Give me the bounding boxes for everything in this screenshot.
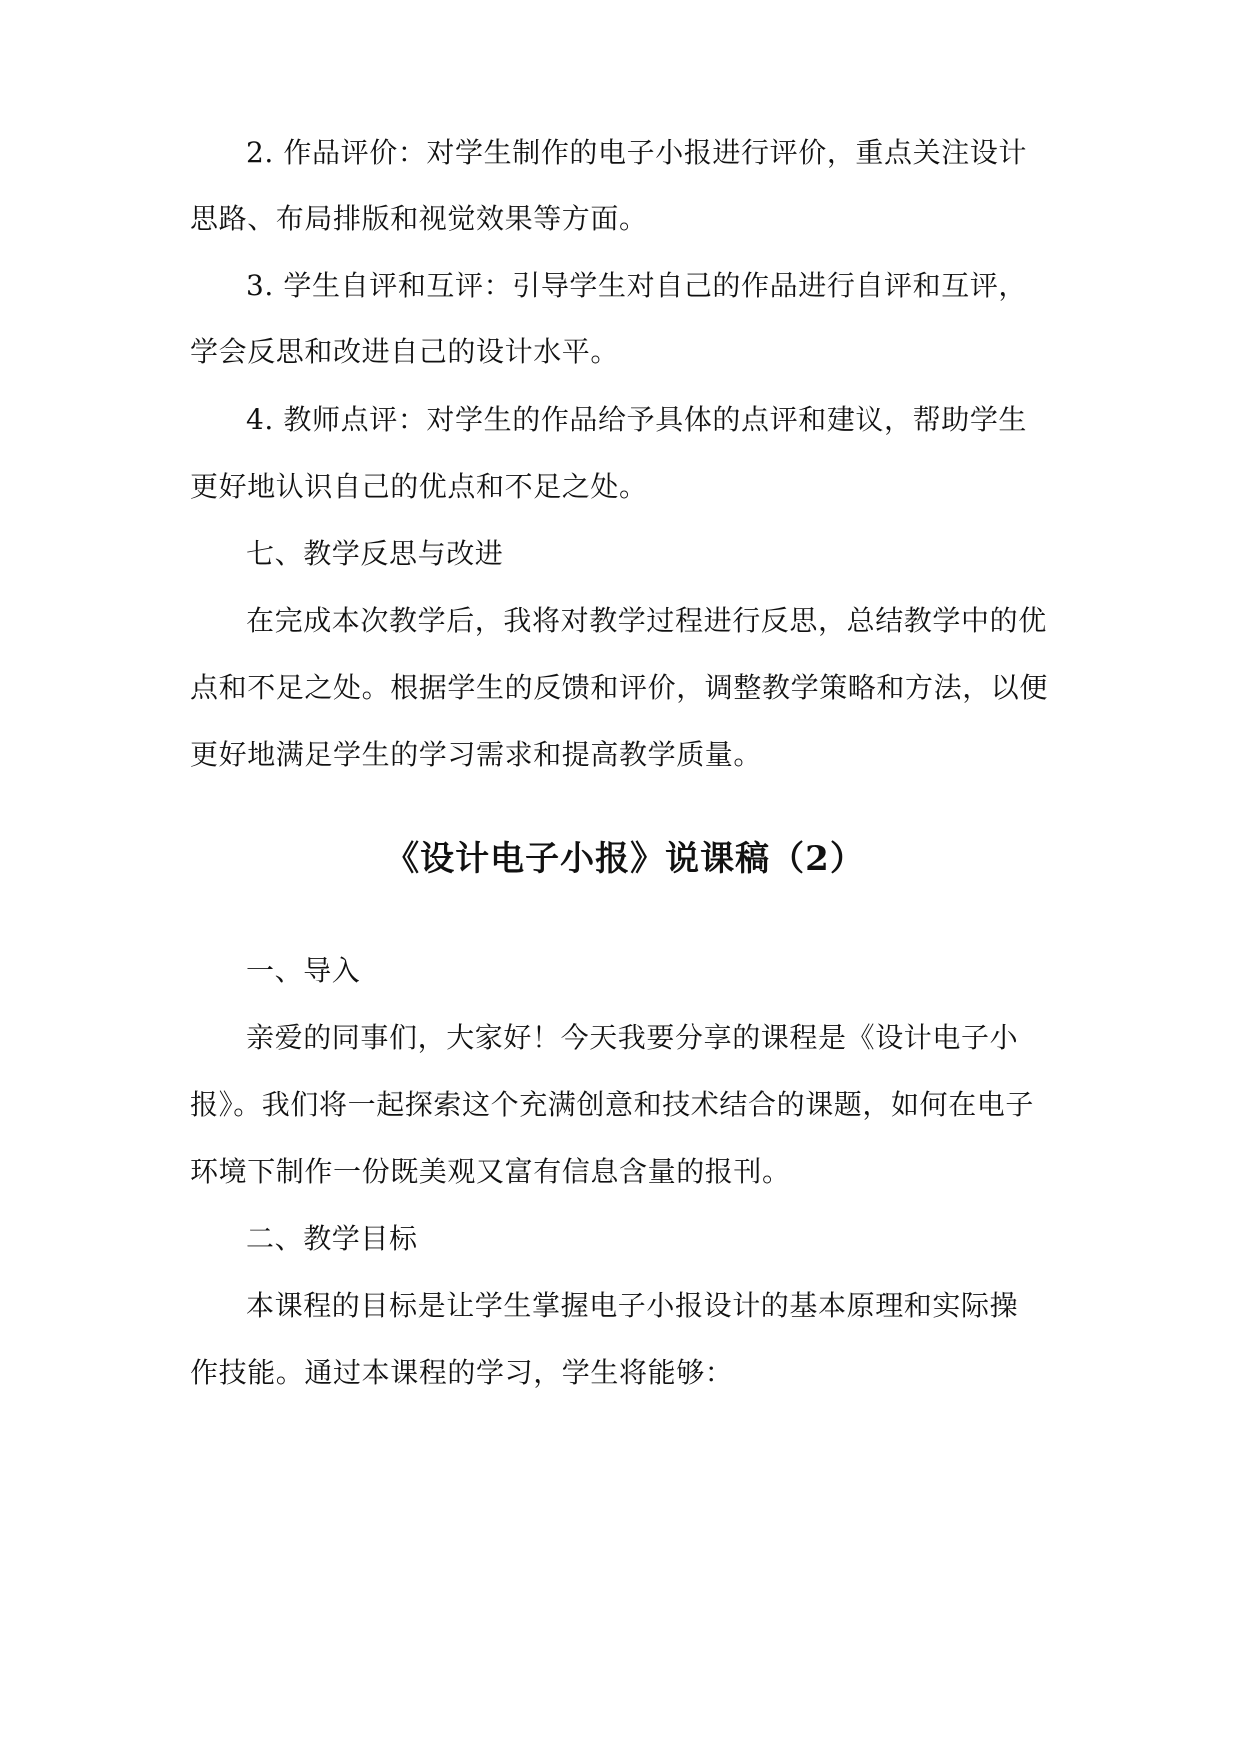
item2-line1: 2. 作品评价：对学生制作的电子小报进行评价，重点关注设计 [246, 136, 1028, 169]
item2-line2: 思路、布局排版和视觉效果等方面。 [190, 202, 648, 235]
item4-line1: 4. 教师点评：对学生的作品给予具体的点评和建议，帮助学生 [246, 403, 1028, 436]
para2-line1: 本课程的目标是让学生掌握电子小报设计的基本原理和实际操 [246, 1289, 1019, 1322]
para7-line1: 在完成本次教学后，我将对教学过程进行反思，总结教学中的优 [246, 604, 1047, 637]
section-heading-1: 一、导入 [246, 954, 361, 987]
item4-line2: 更好地认识自己的优点和不足之处。 [190, 470, 648, 503]
para7-line2: 点和不足之处。根据学生的反馈和评价，调整教学策略和方法，以便 [190, 671, 1049, 704]
para7-line3: 更好地满足学生的学习需求和提高教学质量。 [190, 738, 763, 771]
section-heading-7: 七、教学反思与改进 [246, 537, 504, 570]
document-title: 《设计电子小报》说课稿（2） [385, 839, 865, 879]
item3-line1: 3. 学生自评和互评：引导学生对自己的作品进行自评和互评， [246, 269, 1028, 302]
para2-line2: 作技能。通过本课程的学习，学生将能够： [190, 1356, 734, 1389]
para1-line1: 亲爱的同事们，大家好！今天我要分享的课程是《设计电子小 [246, 1021, 1019, 1054]
section-heading-2: 二、教学目标 [246, 1222, 418, 1255]
item3-line2: 学会反思和改进自己的设计水平。 [190, 335, 620, 368]
para1-line2: 报》。我们将一起探索这个充满创意和技术结合的课题，如何在电子 [190, 1088, 1035, 1121]
para1-line3: 环境下制作一份既美观又富有信息含量的报刊。 [190, 1155, 791, 1188]
